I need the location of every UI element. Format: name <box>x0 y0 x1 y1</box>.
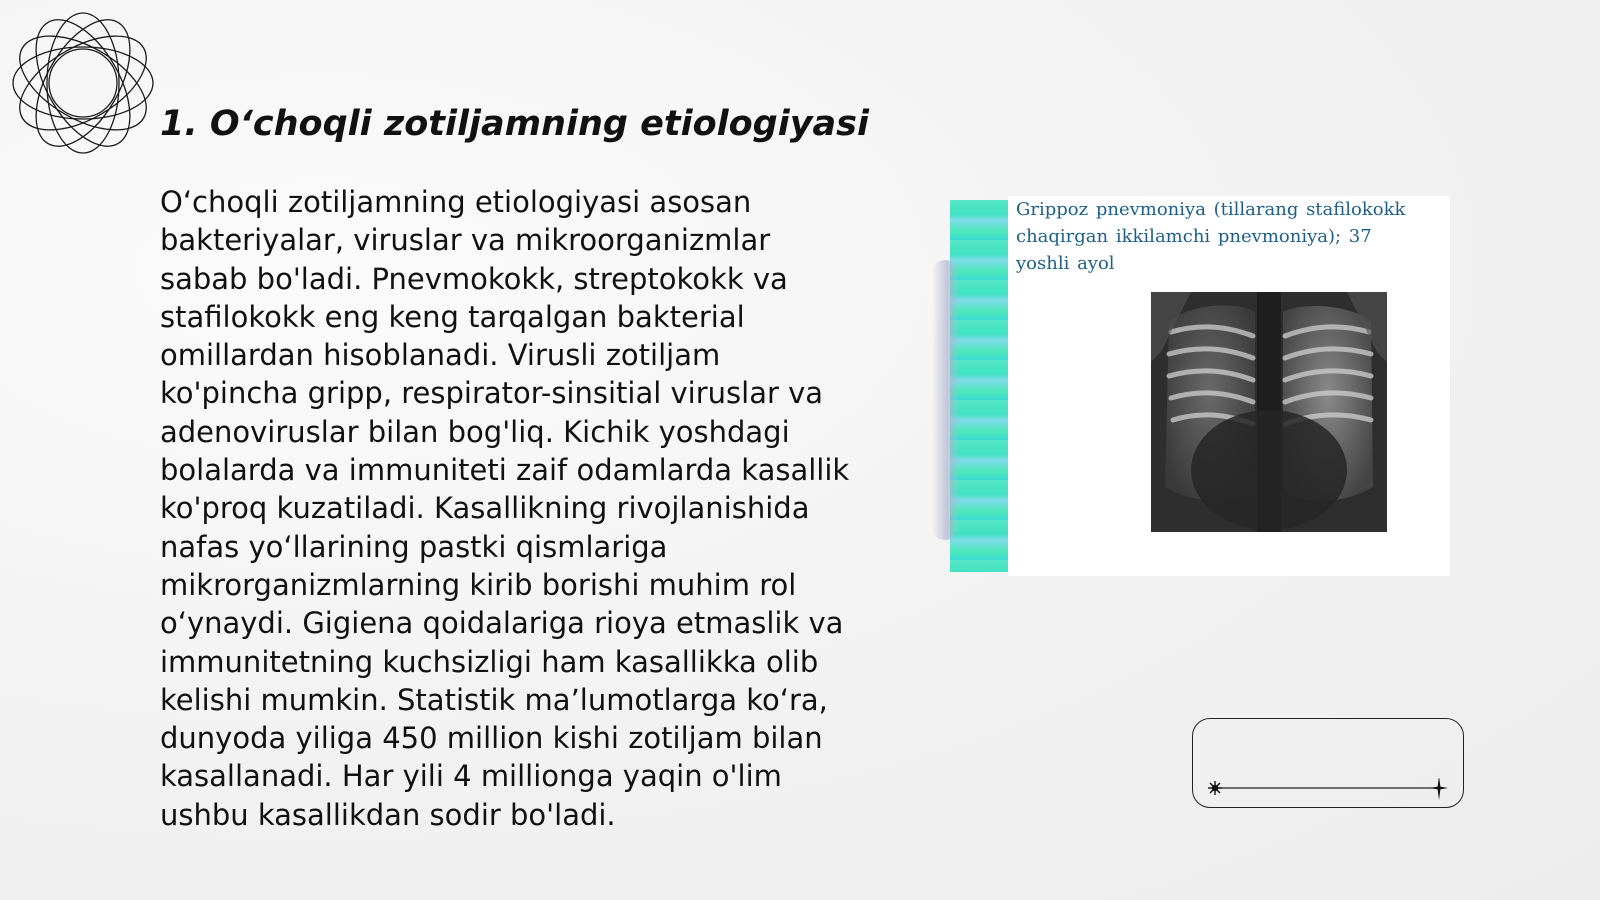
chest-xray-image <box>1151 292 1387 532</box>
ornament-logo-icon <box>10 10 156 156</box>
figure-caption <box>1016 196 1446 277</box>
body-paragraph: O‘choqli zotiljamning etiologiyasi asosan bakteriyalar, viruslar va mikroorganizmlar sabab bo'ladi. Pnevmokokk, streptokokk va stafilokokk eng keng tarqalgan bakterial omillardan hisoblanadi. Virusli zotiljam ko'pincha gripp, respirator-sinsitial viruslar va adenoviruslar bilan bog'liq. Kichik yoshdagi bolalarda va immuniteti zaif odamlarda kasallik ko'proq kuzatiladi. Kasallikning rivojlanishida nafas yo‘llarining pastki qismlariga mikrorganizmlarning kirib borishi muhim rol o‘ynaydi. Gigiena qoidalariga rioya etmaslik va immunitetning kuchsizligi ham kasallikka olib kelishi mumkin. Statistik ma’lumotlarga ko‘ra, dunyoda yiliga 450 million kishi zotiljam bilan kasallanadi. Har yili 4 millionga yaqin o'lim ushbu kasallikdan sodir bo'ladi. <box>160 185 850 832</box>
sparkle-icon <box>1208 781 1222 795</box>
slide-title: 1. O‘choqli zotiljamning etiologiyasi <box>160 104 869 144</box>
figure-card <box>1008 196 1450 576</box>
caption-line-3: yoshli ayol <box>1016 253 1115 274</box>
decorative-line <box>1205 778 1465 808</box>
xray-figure <box>950 196 1450 576</box>
plus-star-icon <box>1430 778 1448 800</box>
figure-color-strip <box>950 200 1008 572</box>
caption-line-2: chaqirgan ikkilamchi pnevmoniya); 37 <box>1016 226 1372 247</box>
caption-line-1: Grippoz pnevmoniya (tillarang stafilokokk <box>1016 199 1406 220</box>
